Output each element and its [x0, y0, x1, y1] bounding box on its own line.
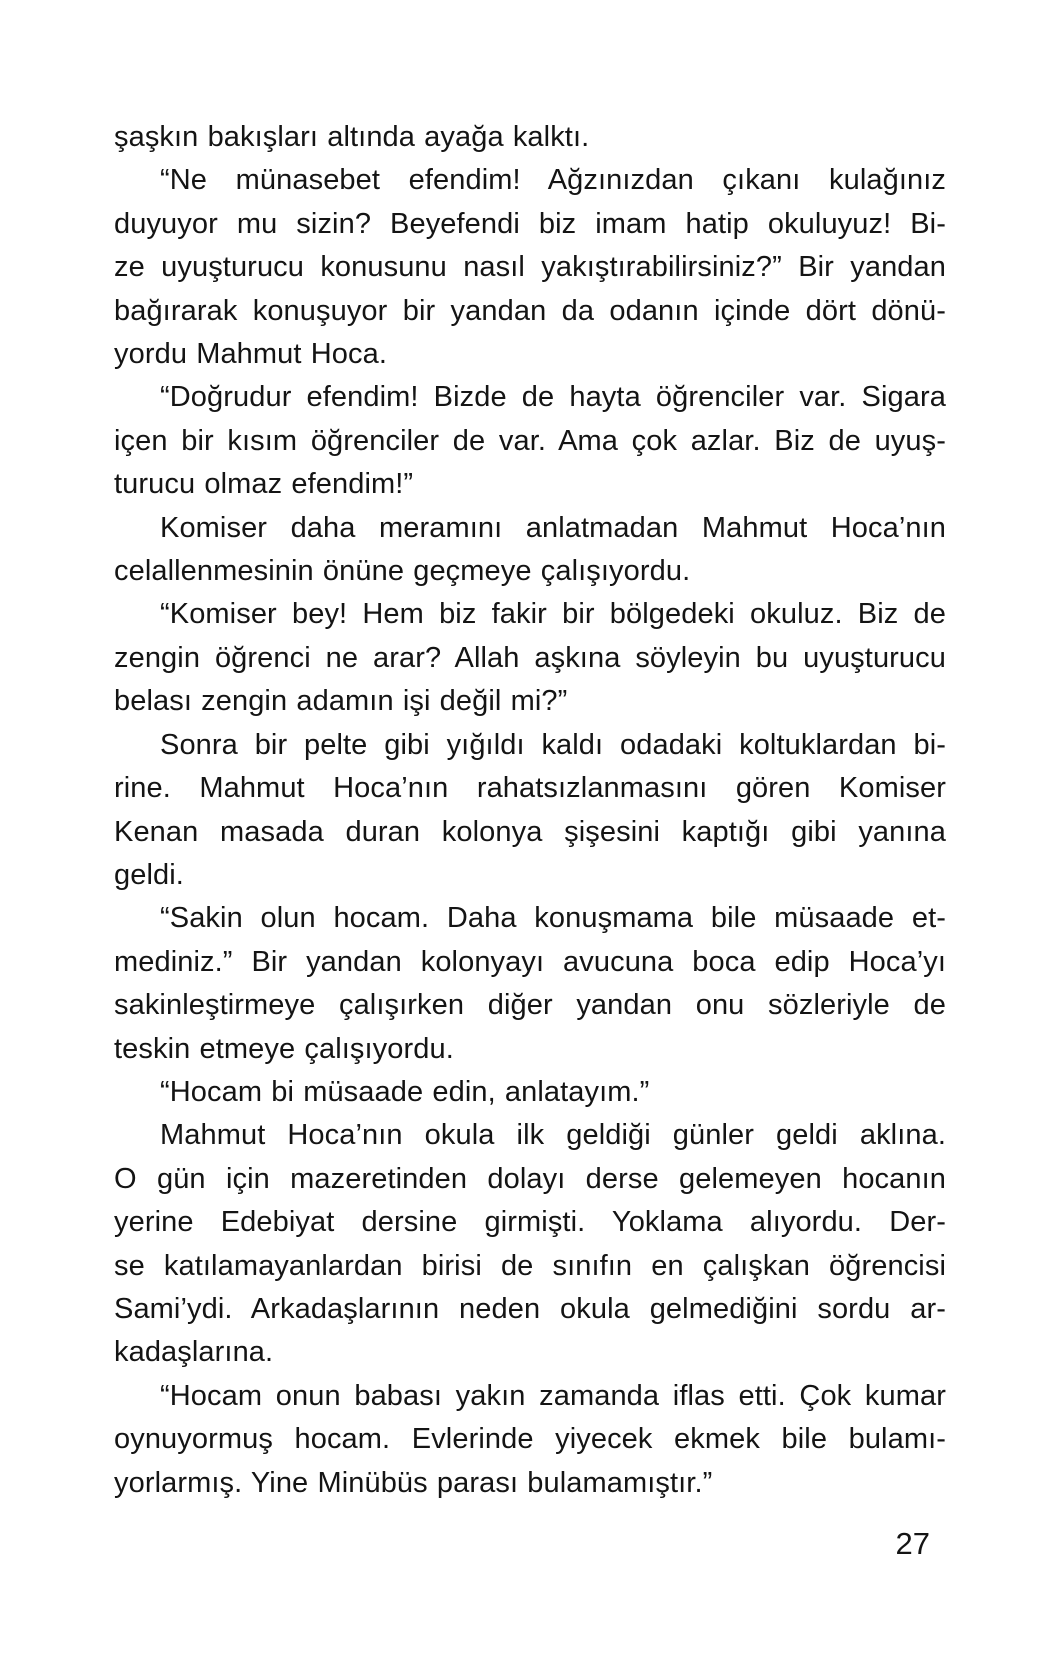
text-line: sakinleştirmeye çalışırken diğer yandan onu sözleriyle de — [114, 989, 946, 1022]
text-line: O gün için mazeretinden dolayı derse gelemeyen hocanın — [114, 1162, 946, 1195]
text-line: “Doğrudur efendim! Bizde de hayta öğrenciler var. Sigara — [160, 381, 946, 414]
text-line: Sami’ydi. Arkadaşlarının neden okula gelmediğini sordu ar- — [114, 1292, 946, 1325]
text-line: “Komiser bey! Hem biz fakir bir bölgedeki okuluz. Biz de — [160, 598, 946, 631]
text-line: Sonra bir pelte gibi yığıldı kaldı odadaki koltuklardan bi- — [160, 728, 946, 761]
text-line: “Ne münasebet efendim! Ağzınızdan çıkanı kulağınız — [160, 164, 946, 197]
paragraph — [114, 1114, 946, 1374]
text-line: şaşkın bakışları altında ayağa kalktı. — [114, 121, 590, 153]
paragraph — [114, 159, 946, 376]
text-line: geldi. — [114, 858, 184, 891]
text-line: içen bir kısım öğrenciler de var. Ama çok azlar. Biz de uyuş- — [114, 424, 946, 457]
text-line: se katılamayanlardan birisi de sınıfın en çalışkan öğrencisi — [114, 1249, 946, 1282]
text-line: Mahmut Hoca’nın okula ilk geldiği günler geldi aklına. — [160, 1119, 946, 1152]
text-line: “Sakin olun hocam. Daha konuşmama bile müsaade et- — [160, 902, 946, 935]
page-number: 27 — [895, 1526, 930, 1561]
text-line: zengin öğrenci ne arar? Allah aşkına söyleyin bu uyuşturucu — [114, 641, 946, 674]
text-line: mediniz.” Bir yandan kolonyayı avucuna boca edip Hoca’yı — [114, 945, 946, 978]
paragraph — [114, 1071, 946, 1114]
text-line: “Hocam bi müsaade edin, anlatayım.” — [160, 1075, 650, 1108]
text-line: bağırarak konuşuyor bir yandan da odanın içinde dört dönü- — [114, 294, 946, 327]
paragraph — [114, 593, 946, 723]
text-line: yerine Edebiyat dersine girmişti. Yoklama alıyordu. Der- — [114, 1206, 946, 1239]
text-line: ze uyuşturucu konusunu nasıl yakıştırabilirsiniz?” Bir yandan — [114, 251, 946, 284]
text-line: yorlarmış. Yine Minübüs parası bulamamıştır.” — [114, 1466, 713, 1499]
paragraph — [114, 376, 946, 506]
text-line: kadaşlarına. — [114, 1336, 274, 1369]
text-line: celallenmesinin önüne geçmeye çalışıyordu. — [114, 555, 691, 588]
text-line: belası zengin adamın işi değil mi?” — [114, 685, 568, 718]
body-text — [114, 116, 946, 1505]
paragraph — [114, 724, 946, 898]
paragraph — [114, 897, 946, 1071]
text-line: Komiser daha meramını anlatmadan Mahmut Hoca’nın — [160, 511, 946, 544]
text-line: oynuyormuş hocam. Evlerinde yiyecek ekmek bile bulamı- — [114, 1423, 946, 1456]
text-line: duyuyor mu sizin? Beyefendi biz imam hatip okuluyuz! Bi- — [114, 207, 946, 240]
text-line: “Hocam onun babası yakın zamanda iflas etti. Çok kumar — [160, 1379, 946, 1412]
text-line: turucu olmaz efendim!” — [114, 468, 414, 501]
paragraph — [114, 507, 946, 594]
text-line: Kenan masada duran kolonya şişesini kaptığı gibi yanına — [114, 815, 946, 848]
text-line: rine. Mahmut Hoca’nın rahatsızlanmasını gören Komiser — [114, 772, 946, 805]
text-line: yordu Mahmut Hoca. — [114, 338, 387, 371]
paragraph — [114, 1375, 946, 1505]
text-line: teskin etmeye çalışıyordu. — [114, 1032, 454, 1065]
paragraph — [114, 116, 946, 159]
